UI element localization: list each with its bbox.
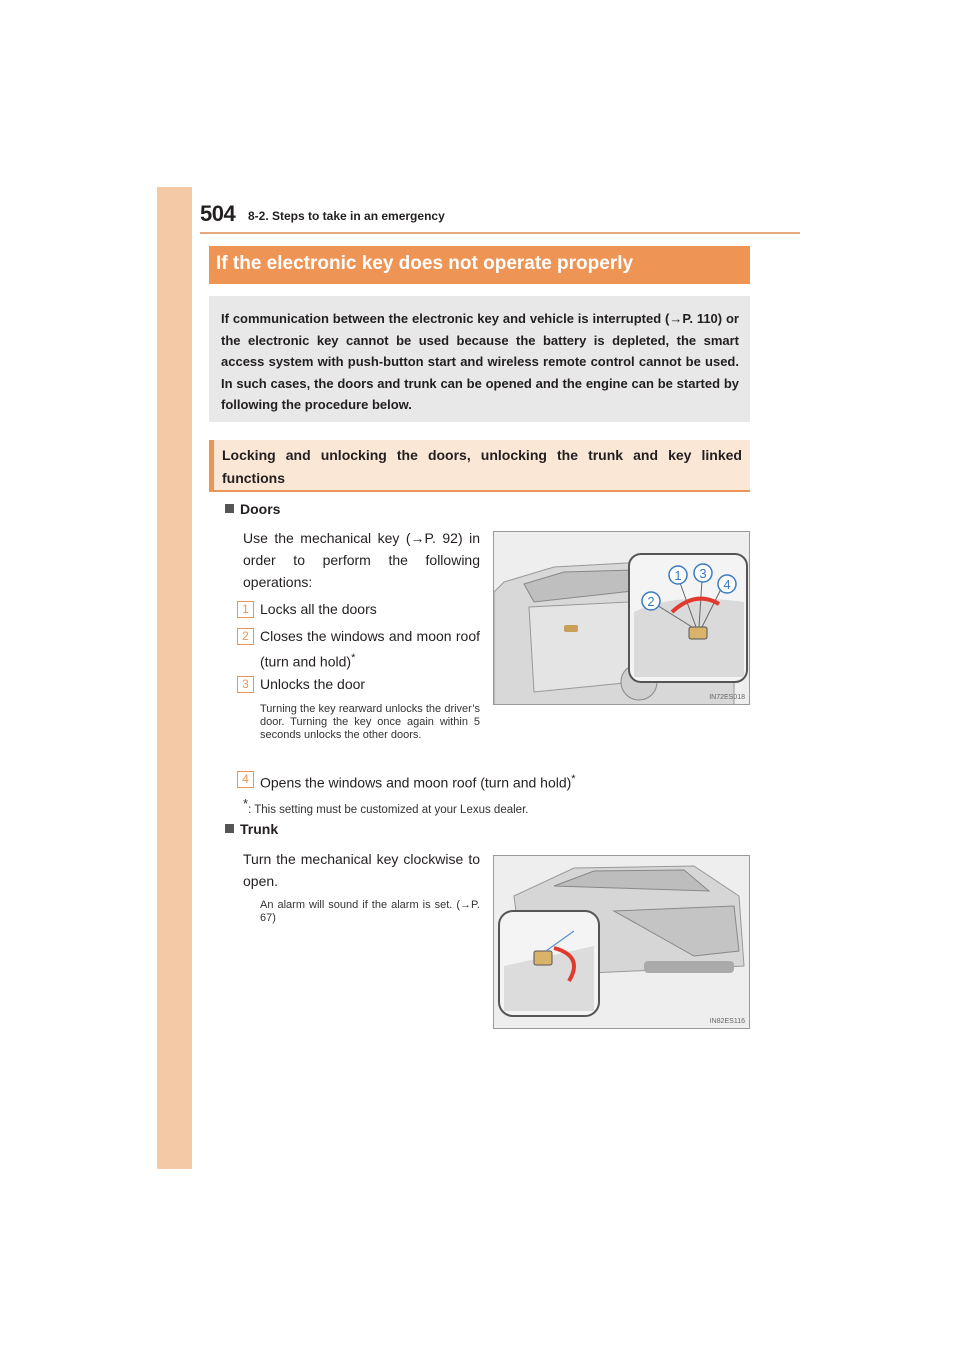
page-title: If the electronic key does not operate properly <box>216 253 634 274</box>
callout-4: 4 <box>723 577 731 592</box>
step-badge-2: 2 <box>237 628 254 645</box>
subheading: Locking and unlocking the doors, unlocking the trunk and key linked functions <box>222 447 742 486</box>
step-text-1: Locks all the doors <box>260 601 377 617</box>
step-text-4-label: Opens the windows and moon roof (turn and hold) <box>260 774 572 791</box>
subheading-bar <box>209 440 750 492</box>
doors-figure <box>493 531 750 705</box>
trunk-note: An alarm will sound if the alarm is set. (→P. 67) <box>260 899 480 924</box>
doors-note: Turning the key rearward unlocks the driver’s door. Turning the key once again within 5 seconds unlocks the other doors. <box>260 703 480 741</box>
section-title: 8-2. Steps to take in an emergency <box>248 209 445 223</box>
title-bar <box>209 246 750 284</box>
footnote-asterisk: * <box>243 796 249 811</box>
side-tab <box>157 187 192 1169</box>
doors-heading <box>225 501 280 517</box>
intro-box <box>209 296 750 422</box>
doors-figure-code: IN72ES018 <box>709 694 745 701</box>
callout-2: 2 <box>647 594 655 609</box>
car-door-illustration <box>494 532 750 705</box>
step-text-3: Unlocks the door <box>260 676 366 692</box>
doors-instruction: Use the mechanical key (→P. 92) in order to perform the following operations: <box>243 530 480 590</box>
callout-3: 3 <box>699 566 707 581</box>
step-badge-4: 4 <box>237 771 254 788</box>
trunk-heading <box>225 821 278 837</box>
page-number: 504 <box>200 201 236 226</box>
step-badge-1: 1 <box>237 601 254 618</box>
doors-heading-label: Doors <box>240 501 281 517</box>
car-trunk-illustration <box>494 856 750 1029</box>
step-text-2-label: Closes the windows and moon roof (turn and hold) <box>260 628 480 670</box>
trunk-figure-code: IN82ES116 <box>709 1018 745 1025</box>
callout-1: 1 <box>674 568 682 583</box>
footnote-text: : This setting must be customized at your Lexus dealer. <box>248 803 529 816</box>
intro-text: If communication between the electronic key and vehicle is interrupted (→P. 110) or the electronic key cannot be used because the battery is depleted, the smart access system with push-button start and wireless remote control cannot be used. In such cases, the doors and trunk can be opened and the engine can be started by following the procedure below. <box>221 311 739 412</box>
trunk-figure <box>493 855 750 1029</box>
square-bullet-icon <box>225 824 234 833</box>
footnote <box>243 797 643 817</box>
subheading-accent <box>209 440 214 490</box>
step-badge-3: 3 <box>237 676 254 693</box>
step-text-2 <box>260 625 480 673</box>
trunk-heading-label: Trunk <box>240 821 279 837</box>
page-header <box>200 199 800 235</box>
square-bullet-icon <box>225 504 234 513</box>
step-text-4 <box>260 768 680 794</box>
trunk-instruction: Turn the mechanical key clockwise to open. <box>243 851 480 889</box>
header-rule <box>200 232 800 234</box>
asterisk-marker: * <box>571 773 576 785</box>
asterisk-marker: * <box>351 652 356 664</box>
